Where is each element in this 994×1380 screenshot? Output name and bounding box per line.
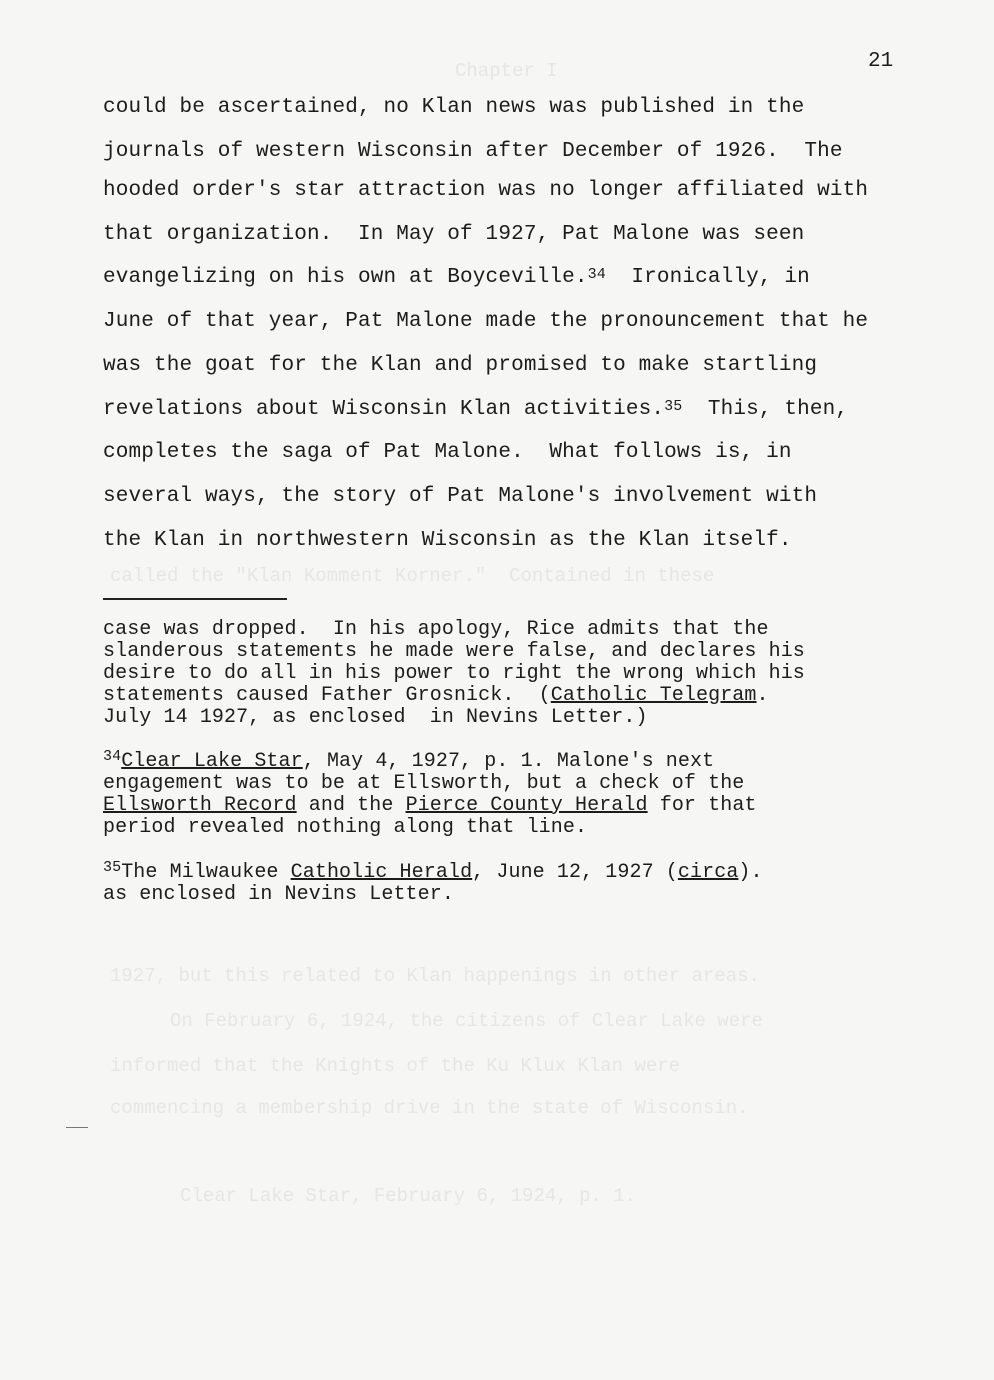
margin-mark: [66, 1127, 88, 1128]
body-line: the Klan in northwestern Wisconsin as the Klan itself.: [103, 529, 792, 552]
body-line: several ways, the story of Pat Malone's involvement with: [103, 485, 818, 508]
footnote-line: desire to do all in his power to right the wrong which his: [103, 662, 805, 685]
bleed-through-text: informed that the Knights of the Ku Klux Klan were: [110, 1055, 681, 1077]
footnote-35: $^{35}$The Milwaukee Catholic Herald, June 12, 1927 (circa).: [103, 859, 763, 884]
body-line: that organization. In May of 1927, Pat Malone was seen: [103, 223, 805, 246]
body-line: journals of western Wisconsin after December of 1926. The: [103, 140, 843, 163]
bleed-through-text: 1927, but this related to Klan happenings in other areas.: [110, 965, 760, 987]
footnote-line: as enclosed in Nevins Letter.: [103, 883, 454, 906]
footnote-line: engagement was to be at Ellsworth, but a check of the: [103, 772, 745, 795]
bleed-through-text: On February 6, 1924, the citizens of Clear Lake were: [170, 1010, 763, 1032]
footnote-line: statements caused Father Grosnick. (Catholic Telegram.: [103, 684, 769, 707]
body-line: could be ascertained, no Klan news was published in the: [103, 96, 805, 119]
bleed-through-text: called the "Klan Komment Korner." Contained in these: [110, 565, 715, 587]
bleed-through-text: commencing a membership drive in the state of Wisconsin.: [110, 1097, 749, 1119]
footnote-line: slanderous statements he made were false, and declares his: [103, 640, 805, 663]
footnote-separator: [103, 598, 287, 600]
body-line: completes the saga of Pat Malone. What follows is, in: [103, 441, 792, 464]
bleed-through-text: Chapter I: [455, 60, 558, 82]
body-line: was the goat for the Klan and promised to make startling: [103, 354, 818, 377]
body-line: hooded order's star attraction was no longer affiliated with: [103, 179, 869, 202]
page-number: 21: [868, 50, 894, 73]
footnote-line: period revealed nothing along that line.: [103, 816, 588, 839]
footnote-34: $^{34}$Clear Lake Star, May 4, 1927, p. 1. Malone's next: [103, 748, 715, 773]
footnote-ref-35: 35: [664, 398, 683, 415]
body-line: June of that year, Pat Malone made the pronouncement that he: [103, 310, 869, 333]
body-line: revelations about Wisconsin Klan activities.$^{35}$ This, then,: [103, 398, 849, 421]
footnote-ref-34: 34: [587, 266, 606, 283]
bleed-through-text: Clear Lake Star, February 6, 1924, p. 1.: [180, 1185, 637, 1207]
footnote-line: July 14 1927, as enclosed in Nevins Letter.): [103, 706, 648, 729]
footnote-line: case was dropped. In his apology, Rice admits that the: [103, 618, 769, 641]
footnote-line: Ellsworth Record and the Pierce County Herald for that: [103, 794, 757, 817]
body-line: evangelizing on his own at Boyceville.$^{34}$ Ironically, in: [103, 266, 810, 289]
